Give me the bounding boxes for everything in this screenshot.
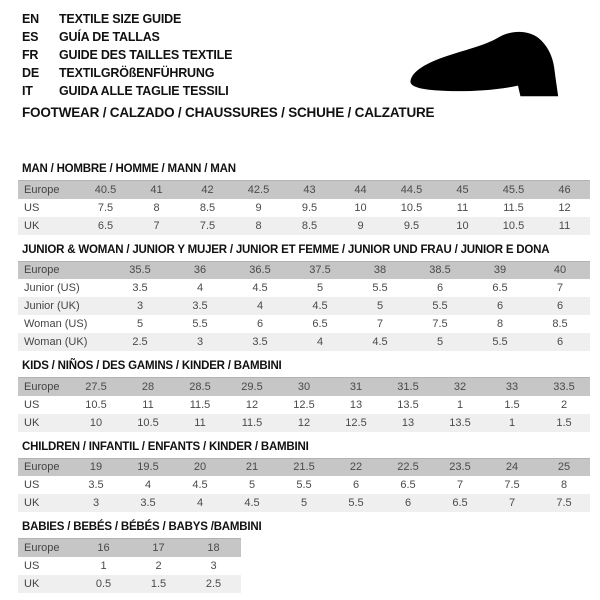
- size-value: 16: [76, 539, 131, 557]
- language-guide-title: TEXTILE SIZE GUIDE: [59, 12, 182, 26]
- size-table: [18, 180, 590, 235]
- size-table: [18, 538, 241, 593]
- size-value: 3: [210, 559, 217, 572]
- size-value: 1: [456, 398, 464, 411]
- row-label: UK: [18, 414, 70, 432]
- table-title: CHILDREN / INFANTIL / ENFANTS / KINDER / BAMBINI: [22, 440, 309, 453]
- size-value: 5.5: [330, 494, 382, 512]
- row-label: Woman (UK): [18, 333, 110, 351]
- row-label: Junior (UK): [18, 297, 110, 315]
- size-value: 5: [350, 297, 410, 315]
- size-value: 7: [131, 217, 182, 235]
- size-value: 4: [290, 333, 350, 351]
- size-value: 2.5: [110, 333, 170, 351]
- size-value: 3: [70, 494, 122, 512]
- size-table-section: [0, 243, 600, 352]
- size-value: 44.5: [386, 181, 437, 199]
- row-label: US: [24, 479, 40, 491]
- row-label: Europe: [18, 261, 110, 279]
- size-value: 31.5: [382, 378, 434, 396]
- size-value: 11: [539, 217, 590, 235]
- size-value: 10.5: [85, 398, 107, 411]
- size-value: 2: [155, 559, 162, 572]
- size-value: 45.5: [488, 181, 539, 199]
- size-value: 42.5: [233, 181, 284, 199]
- size-table: [18, 261, 590, 352]
- row-label: Europe: [18, 181, 80, 199]
- size-value: 10.5: [488, 217, 539, 235]
- size-value: 1: [100, 559, 107, 572]
- row-label: Junior (US): [24, 282, 80, 294]
- size-value: 1.5: [538, 414, 590, 432]
- size-value: 30: [278, 378, 330, 396]
- size-value: 10.5: [400, 201, 423, 214]
- size-table-body: [18, 181, 590, 235]
- size-table-header-row: [18, 458, 590, 476]
- language-guide-title: GUIDA ALLE TAGLIE TESSILI: [59, 84, 229, 98]
- size-table-row: [18, 333, 590, 351]
- size-value: 5: [410, 333, 470, 351]
- row-label: Europe: [18, 458, 70, 476]
- size-value: 28.5: [174, 378, 226, 396]
- size-value: 33.5: [538, 378, 590, 396]
- size-value: 39: [470, 261, 530, 279]
- size-value: 7: [456, 479, 464, 491]
- row-label: UK: [18, 575, 76, 593]
- size-value: 3.5: [132, 282, 148, 294]
- size-value: 12: [245, 398, 259, 411]
- table-title: JUNIOR & WOMAN / JUNIOR Y MUJER / JUNIOR ET FEMME / JUNIOR UND FRAU / JUNIOR E DONA: [22, 243, 550, 256]
- size-table-header-row: [18, 539, 241, 557]
- size-value: 3.5: [230, 333, 290, 351]
- size-table-section: [0, 440, 600, 513]
- size-value: 7.5: [182, 217, 233, 235]
- size-value: 8: [560, 479, 568, 491]
- size-value: 11.5: [189, 398, 211, 411]
- size-value: 22.5: [382, 458, 434, 476]
- size-value: 8: [153, 201, 160, 214]
- language-code: FR: [22, 48, 39, 62]
- size-value: 35.5: [110, 261, 170, 279]
- table-title: KIDS / NIÑOS / DES GAMINS / KINDER / BAMBINI: [22, 360, 282, 372]
- size-table-row: [18, 494, 590, 512]
- size-value: 1: [486, 414, 538, 432]
- size-table-row: [18, 575, 241, 593]
- size-value: 3: [170, 333, 230, 351]
- size-value: 6.5: [312, 318, 328, 330]
- size-value: 11: [174, 414, 226, 432]
- size-value: 32: [434, 378, 486, 396]
- table-title: MAN / HOMBRE / HOMME / MANN / MAN: [22, 163, 236, 175]
- size-value: 10: [70, 414, 122, 432]
- size-value: 31: [330, 378, 382, 396]
- size-value: 38: [350, 261, 410, 279]
- size-value: 12.5: [293, 398, 315, 411]
- size-value: 25: [538, 458, 590, 476]
- size-value: 5: [278, 494, 330, 512]
- size-value: 17: [131, 539, 186, 557]
- size-value: 4: [144, 479, 152, 491]
- size-value: 40: [530, 261, 590, 279]
- language-code: DE: [22, 66, 39, 80]
- size-table-row: [18, 414, 590, 432]
- size-value: 6.5: [80, 217, 131, 235]
- size-value: 5.5: [192, 318, 208, 330]
- size-value: 20: [174, 458, 226, 476]
- size-value: 4.5: [350, 333, 410, 351]
- size-value: 8.5: [552, 318, 568, 330]
- size-value: 4.5: [290, 297, 350, 315]
- size-table-body: [18, 539, 241, 593]
- size-value: 3.5: [122, 494, 174, 512]
- size-value: 10.5: [122, 414, 174, 432]
- size-table-section: [0, 520, 600, 593]
- size-value: 5: [136, 318, 144, 330]
- row-label: US: [24, 559, 40, 572]
- size-value: 1.5: [131, 575, 186, 593]
- size-value: 7.5: [97, 201, 114, 214]
- size-value: 6: [436, 282, 444, 294]
- size-value: 13: [349, 398, 363, 411]
- size-table: [18, 377, 590, 432]
- size-value: 19: [70, 458, 122, 476]
- size-value: 37.5: [290, 261, 350, 279]
- language-code: EN: [22, 12, 39, 26]
- size-value: 4.5: [226, 494, 278, 512]
- size-value: 5: [248, 479, 256, 491]
- size-value: 0.5: [76, 575, 131, 593]
- size-value: 8.5: [284, 217, 335, 235]
- size-value: 6: [352, 479, 360, 491]
- size-value: 9: [255, 201, 262, 214]
- size-table-row: [18, 557, 241, 575]
- size-value: 13.5: [434, 414, 486, 432]
- size-value: 7.5: [432, 318, 448, 330]
- size-value: 4.5: [192, 479, 208, 491]
- size-value: 6: [382, 494, 434, 512]
- size-value: 44: [335, 181, 386, 199]
- row-label: US: [24, 201, 40, 214]
- size-value: 7: [556, 282, 564, 294]
- size-value: 3.5: [170, 297, 230, 315]
- size-value: 23.5: [434, 458, 486, 476]
- size-value: 5.5: [372, 282, 388, 294]
- size-value: 36.5: [230, 261, 290, 279]
- size-value: 8: [496, 318, 504, 330]
- size-value: 2.5: [186, 575, 241, 593]
- language-guide-title: GUÍA DE TALLAS: [59, 30, 160, 44]
- size-value: 27.5: [70, 378, 122, 396]
- size-value: 11: [456, 201, 469, 214]
- size-value: 2: [560, 398, 568, 411]
- size-value: 10: [354, 201, 367, 214]
- size-value: 12: [558, 201, 571, 214]
- size-value: 21: [226, 458, 278, 476]
- shoe-icon: [390, 20, 582, 102]
- size-table: [18, 458, 590, 513]
- size-value: 11.5: [226, 414, 278, 432]
- size-value: 9.5: [386, 217, 437, 235]
- size-table-section: [0, 162, 600, 235]
- size-value: 10: [437, 217, 488, 235]
- size-value: 3: [110, 297, 170, 315]
- row-label: Woman (US): [24, 318, 88, 330]
- language-guide-title: TEXTILGRÖßENFÜHRUNG: [59, 66, 215, 80]
- size-value: 13.5: [397, 398, 419, 411]
- size-tables-container: [0, 162, 600, 593]
- row-label: UK: [18, 494, 70, 512]
- size-value: 4: [230, 297, 290, 315]
- size-value: 19.5: [122, 458, 174, 476]
- size-value: 7: [486, 494, 538, 512]
- size-value: 28: [122, 378, 174, 396]
- size-table-row: [18, 217, 590, 235]
- size-value: 18: [186, 539, 241, 557]
- size-value: 12.5: [330, 414, 382, 432]
- size-value: 29.5: [226, 378, 278, 396]
- size-value: 5.5: [410, 297, 470, 315]
- size-table-body: [18, 458, 590, 512]
- size-table-row: [18, 279, 590, 297]
- size-value: 6: [256, 318, 264, 330]
- size-value: 41: [131, 181, 182, 199]
- size-value: 6: [530, 333, 590, 351]
- size-table-row: [18, 476, 590, 494]
- size-value: 6: [470, 297, 530, 315]
- size-value: 42: [182, 181, 233, 199]
- size-value: 45: [437, 181, 488, 199]
- size-table-section: [0, 359, 600, 432]
- size-value: 5: [316, 282, 324, 294]
- language-code: IT: [22, 84, 33, 98]
- size-value: 22: [330, 458, 382, 476]
- size-value: 5.5: [470, 333, 530, 351]
- size-value: 6.5: [492, 282, 508, 294]
- size-value: 43: [284, 181, 335, 199]
- size-value: 1.5: [504, 398, 520, 411]
- size-value: 7.5: [504, 479, 520, 491]
- size-table-header-row: [18, 378, 590, 396]
- size-table-body: [18, 378, 590, 432]
- size-value: 7.5: [538, 494, 590, 512]
- size-table-body: [18, 261, 590, 351]
- size-value: 4.5: [252, 282, 268, 294]
- size-value: 4: [174, 494, 226, 512]
- size-value: 38.5: [410, 261, 470, 279]
- row-label: Europe: [18, 539, 76, 557]
- language-code: ES: [22, 30, 39, 44]
- language-guide-title: GUIDE DES TAILLES TEXTILE: [59, 48, 233, 62]
- size-value: 46: [539, 181, 590, 199]
- size-table-header-row: [18, 261, 590, 279]
- size-value: 33: [486, 378, 538, 396]
- size-value: 9.5: [301, 201, 318, 214]
- size-value: 4: [196, 282, 204, 294]
- size-table-header-row: [18, 181, 590, 199]
- size-value: 7: [376, 318, 384, 330]
- size-value: 8.5: [199, 201, 216, 214]
- size-table-row: [18, 396, 590, 414]
- category-heading: FOOTWEAR / CALZADO / CHAUSSURES / SCHUHE / CALZATURE: [22, 105, 435, 120]
- size-value: 36: [170, 261, 230, 279]
- size-value: 11.5: [503, 201, 524, 214]
- size-value: 24: [486, 458, 538, 476]
- size-value: 9: [335, 217, 386, 235]
- row-label: Europe: [18, 378, 70, 396]
- table-title: BABIES / BEBÉS / BÉBÉS / BABYS /BAMBINI: [22, 521, 262, 533]
- size-value: 12: [278, 414, 330, 432]
- size-value: 11: [142, 398, 154, 411]
- size-value: 40.5: [80, 181, 131, 199]
- size-value: 6.5: [434, 494, 486, 512]
- size-value: 6.5: [400, 479, 416, 491]
- size-table-row: [18, 297, 590, 315]
- row-label: US: [24, 398, 40, 411]
- size-value: 6: [530, 297, 590, 315]
- size-table-row: [18, 199, 590, 217]
- size-value: 5.5: [296, 479, 312, 491]
- size-value: 13: [382, 414, 434, 432]
- row-label: UK: [18, 217, 80, 235]
- size-value: 8: [233, 217, 284, 235]
- size-table-row: [18, 315, 590, 333]
- size-value: 3.5: [88, 479, 104, 491]
- size-value: 21.5: [278, 458, 330, 476]
